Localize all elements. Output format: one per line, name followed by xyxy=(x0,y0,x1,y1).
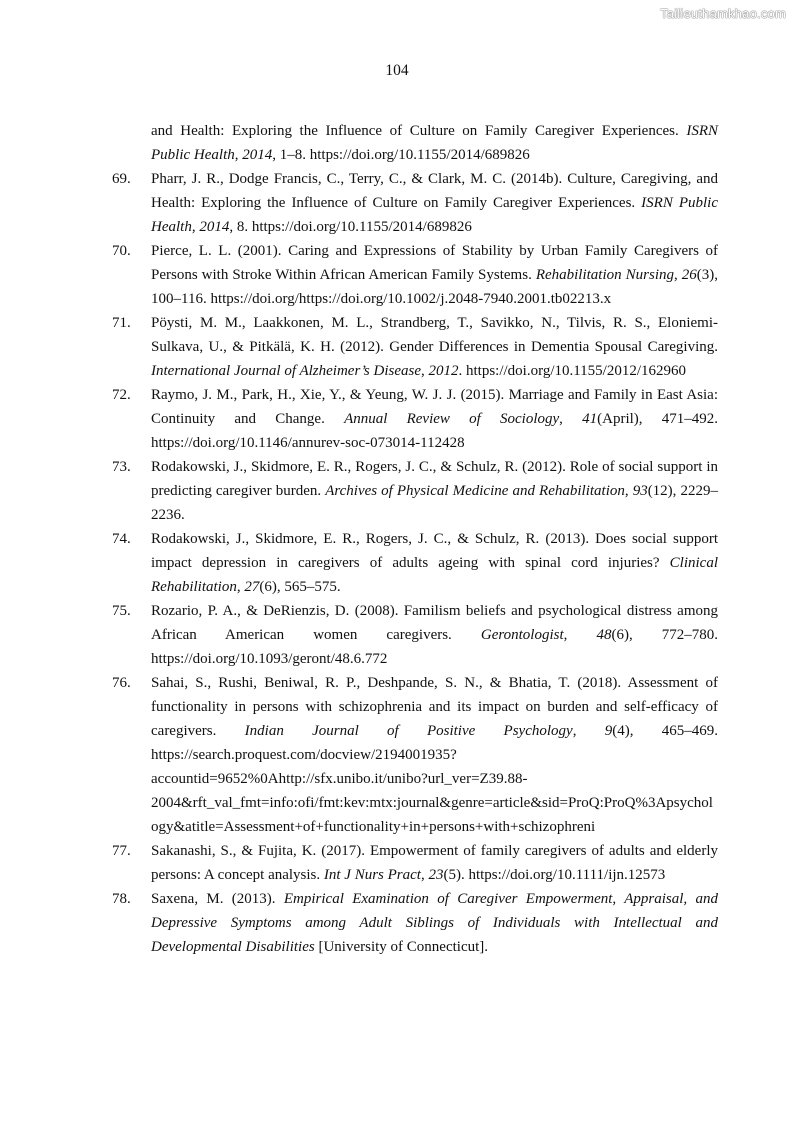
reference-segment: (12), 2229–2236. xyxy=(151,483,718,523)
reference-italic-segment: Annual Review of Sociology xyxy=(344,411,560,427)
reference-italic-segment: Int J Nurs Pract xyxy=(323,867,421,883)
reference-entry xyxy=(112,839,718,887)
reference-text xyxy=(151,887,718,959)
reference-number: 69. xyxy=(112,171,131,187)
reference-entry xyxy=(112,383,718,455)
reference-segment: Rodakowski, J., Skidmore, E. R., Rogers, J. C., & Schulz, R. (2013). Does social support impact depression in caregivers of adults ageing with spinal cord injuries? xyxy=(151,531,718,571)
reference-italic-segment: 23 xyxy=(428,867,444,883)
reference-segment: , xyxy=(572,723,605,739)
reference-text xyxy=(151,311,718,383)
reference-entry xyxy=(112,311,718,383)
reference-italic-segment: 2014 xyxy=(242,147,273,163)
reference-entry xyxy=(112,455,718,527)
reference-number: 78. xyxy=(112,891,131,907)
reference-segment: , 8. https://doi.org/10.1155/2014/689826 xyxy=(229,219,472,235)
reference-italic-segment: Clinical Rehabilitation xyxy=(151,555,718,595)
reference-segment: Sahai, S., Rushi, Beniwal, R. P., Deshpande, S. N., & Bhatia, T. (2018). Assessment of functionality in persons with schizophrenia and its impact on burden and self-efficacy of caregivers. xyxy=(151,675,718,739)
reference-segment: Saxena, M. (2013). xyxy=(151,891,284,907)
reference-entry xyxy=(112,887,718,959)
reference-segment: , xyxy=(563,627,597,643)
reference-entry xyxy=(112,527,718,599)
reference-number: 74. xyxy=(112,531,131,547)
reference-entry xyxy=(112,119,718,167)
reference-segment: Pöysti, M. M., Laakkonen, M. L., Strandberg, T., Savikko, N., Tilvis, R. S., Eloniemi-Sulkava, U., & Pitkälä, K. H. (2012). Gender Differences in Dementia Spousal Caregiving. xyxy=(151,315,718,355)
reference-segment: (5). https://doi.org/10.1111/ijn.12573 xyxy=(443,867,666,883)
reference-number: 71. xyxy=(112,315,131,331)
reference-segment: (April), 471–492. https://doi.org/10.1146/annurev-soc-073014-112428 xyxy=(151,411,719,451)
reference-text xyxy=(151,383,718,455)
reference-segment: and Health: Exploring the Influence of Culture on Family Caregiver Experiences. xyxy=(151,123,687,139)
reference-italic-segment: 48 xyxy=(596,627,612,643)
reference-italic-segment: Rehabilitation Nursing xyxy=(535,267,674,283)
reference-number: 76. xyxy=(112,675,131,691)
reference-italic-segment: International Journal of Alzheimer’s Disease xyxy=(151,363,421,379)
reference-segment: Sakanashi, S., & Fujita, K. (2017). Empowerment of family caregivers of adults and elderly persons: A concept analysis. xyxy=(151,843,718,883)
page-number: 104 xyxy=(385,62,409,79)
reference-italic-segment: Gerontologist xyxy=(480,627,564,643)
reference-italic-segment: 93 xyxy=(632,483,648,499)
reference-number: 73. xyxy=(112,459,131,475)
reference-number: 75. xyxy=(112,603,131,619)
reference-segment: Pharr, J. R., Dodge Francis, C., Terry, C., & Clark, M. C. (2014b). Culture, Caregiving, and Health: Exploring the Influence of Culture on Family Caregiver Experiences. xyxy=(151,171,718,211)
reference-italic-segment: ISRN Public Health xyxy=(151,195,718,235)
reference-segment: (6), 772–780. https://doi.org/10.1093/geront/48.6.772 xyxy=(151,627,718,667)
reference-text xyxy=(151,119,718,167)
reference-number: 70. xyxy=(112,243,131,259)
reference-segment: [University of Connecticut]. xyxy=(314,939,489,955)
reference-segment: (4), 465–469. https://search.proquest.com/docview/2194001935?accountid=9652%0Ahttp://sfx.unibo.it/unibo?url_ver=Z39.88-2004&rft_val_fmt=info:ofi/fmt:kev:mtx:journal&genre=article&sid=ProQ:ProQ%3Apsychology&atitle=Assessment+of+functionality+in+persons+with+schizophreni xyxy=(151,723,718,835)
reference-number: 72. xyxy=(112,387,131,403)
reference-entry xyxy=(112,599,718,671)
reference-italic-segment: 2012 xyxy=(428,363,459,379)
reference-italic-segment: 27 xyxy=(244,579,260,595)
reference-italic-segment: 26 xyxy=(681,267,697,283)
reference-segment: , xyxy=(420,867,429,883)
reference-text xyxy=(151,239,718,311)
reference-text xyxy=(151,167,718,239)
reference-segment: Pierce, L. L. (2001). Caring and Expressions of Stability by Urban Family Caregivers of Persons with Stroke Within African American Family Systems. xyxy=(151,243,718,283)
reference-italic-segment: 2014 xyxy=(199,219,230,235)
reference-segment: (6), 565–575. xyxy=(259,579,341,595)
reference-segment: Raymo, J. M., Park, H., Xie, Y., & Yeung, W. J. J. (2015). Marriage and Family in East Asia: Continuity and Change. xyxy=(151,387,718,427)
reference-text xyxy=(151,455,718,527)
reference-segment: , 1–8. https://doi.org/10.1155/2014/689826 xyxy=(272,147,530,163)
reference-italic-segment: Indian Journal of Positive Psychology xyxy=(244,723,573,739)
reference-segment: , xyxy=(191,219,200,235)
reference-text xyxy=(151,527,718,599)
reference-italic-segment: 9 xyxy=(604,723,613,739)
reference-segment: , xyxy=(624,483,633,499)
reference-number: 77. xyxy=(112,843,131,859)
reference-segment: , xyxy=(421,363,429,379)
reference-segment: Rodakowski, J., Skidmore, E. R., Rogers, J. C., & Schulz, R. (2012). Role of social support in predicting caregiver burden. xyxy=(151,459,718,499)
reference-italic-segment: Empirical Examination of Caregiver Empowerment, Appraisal, and Depressive Symptoms among Adult Siblings of Individuals with Intellectual and Developmental Disabilities xyxy=(151,891,718,955)
reference-entry xyxy=(112,167,718,239)
reference-segment: , xyxy=(559,411,583,427)
reference-italic-segment: 41 xyxy=(582,411,598,427)
reference-italic-segment: Archives of Physical Medicine and Rehabilitation xyxy=(325,483,625,499)
reference-segment: , xyxy=(236,579,245,595)
reference-segment: , xyxy=(234,147,243,163)
reference-text xyxy=(151,839,718,887)
reference-list xyxy=(112,119,718,959)
watermark: Tailieuthamkhao.com xyxy=(660,6,786,21)
reference-segment: . https://doi.org/10.1155/2012/162960 xyxy=(458,363,687,379)
reference-entry xyxy=(112,671,718,839)
reference-segment: (3), 100–116. https://doi.org/https://doi.org/10.1002/j.2048-7940.2001.tb02213.x xyxy=(151,267,718,307)
reference-italic-segment: ISRN Public Health xyxy=(151,123,718,163)
reference-segment: Rozario, P. A., & DeRienzis, D. (2008). Familism beliefs and psychological distress among African American women caregivers. xyxy=(151,603,718,643)
reference-entry xyxy=(112,239,718,311)
reference-segment: , xyxy=(673,267,682,283)
reference-text xyxy=(151,671,718,839)
reference-text xyxy=(151,599,718,671)
